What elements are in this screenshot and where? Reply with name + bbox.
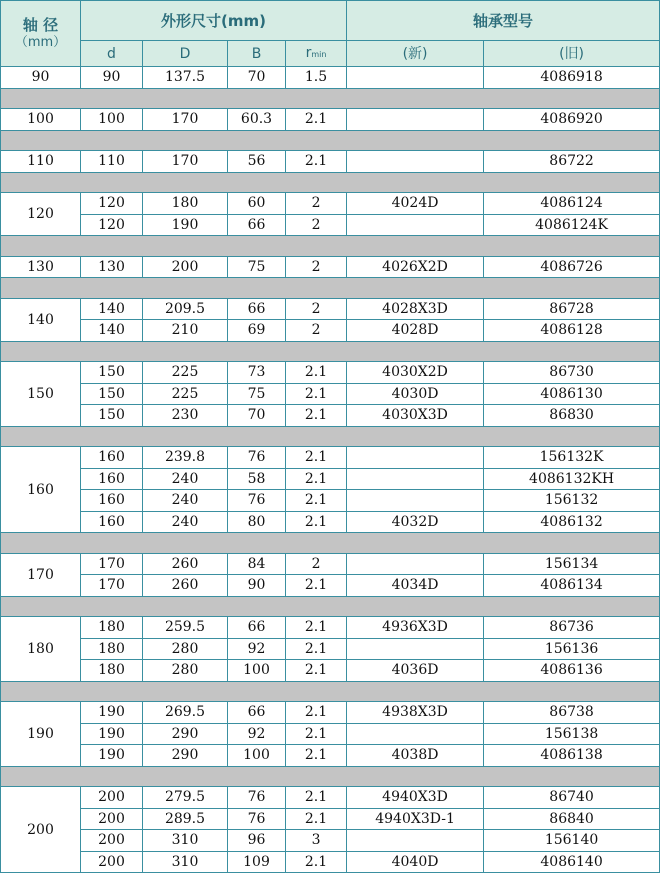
rmin-cell: 2: [286, 320, 347, 342]
D-cell: 260: [143, 553, 228, 575]
B-cell: 75: [228, 256, 286, 278]
new-model-cell: [347, 447, 484, 469]
old-model-cell: 86730: [484, 362, 660, 384]
new-model-cell: 4938X3D: [347, 702, 484, 724]
B-cell: 96: [228, 830, 286, 852]
d-cell: 140: [81, 298, 143, 320]
d-cell: 180: [81, 660, 143, 682]
D-cell: 310: [143, 851, 228, 873]
D-cell: 290: [143, 723, 228, 745]
table-row: [1, 67, 660, 89]
table-row: [1, 511, 660, 533]
old-model-cell: 86840: [484, 808, 660, 830]
col-old-header: (旧): [484, 41, 660, 67]
table-row: [1, 702, 660, 724]
table-row: [1, 490, 660, 512]
old-model-cell: 4086140: [484, 851, 660, 873]
old-model-cell: 4086136: [484, 660, 660, 682]
shaft-diameter-cell: 170: [1, 553, 81, 596]
new-model-cell: [347, 67, 484, 89]
d-cell: 190: [81, 723, 143, 745]
group-separator: [1, 533, 660, 554]
separator-cell: [1, 341, 660, 362]
old-model-cell: 4086132KH: [484, 468, 660, 490]
d-cell: 130: [81, 256, 143, 278]
group-separator: [1, 596, 660, 617]
old-model-cell: 4086920: [484, 109, 660, 131]
D-cell: 230: [143, 405, 228, 427]
table-row: [1, 638, 660, 660]
group-separator: [1, 236, 660, 257]
old-model-cell: 4086130: [484, 383, 660, 405]
new-model-cell: 4024D: [347, 193, 484, 215]
table-body: [1, 67, 660, 873]
shaft-diameter-cell: 150: [1, 362, 81, 427]
D-cell: 240: [143, 490, 228, 512]
old-model-cell: 86722: [484, 151, 660, 173]
d-cell: 160: [81, 490, 143, 512]
d-cell: 120: [81, 214, 143, 236]
col-new-header: (新): [347, 41, 484, 67]
separator-cell: [1, 533, 660, 554]
shaft-diameter-header: [1, 1, 81, 67]
table-row: [1, 447, 660, 469]
table-row: [1, 193, 660, 215]
rmin-cell: 2.1: [286, 638, 347, 660]
new-model-cell: 4940X3D: [347, 787, 484, 809]
new-model-cell: 4036D: [347, 660, 484, 682]
table-row: [1, 298, 660, 320]
old-model-cell: 156136: [484, 638, 660, 660]
col-d-header: d: [81, 41, 143, 67]
shaft-diameter-cell: 90: [1, 67, 81, 89]
B-cell: 92: [228, 723, 286, 745]
group-separator: [1, 130, 660, 151]
D-cell: 269.5: [143, 702, 228, 724]
shaft-diameter-cell: 100: [1, 109, 81, 131]
rmin-cell: 2: [286, 298, 347, 320]
old-model-cell: 156138: [484, 723, 660, 745]
d-cell: 170: [81, 575, 143, 597]
rmin-cell: 2.1: [286, 851, 347, 873]
old-model-cell: 86830: [484, 405, 660, 427]
D-cell: 200: [143, 256, 228, 278]
old-model-cell: 4086134: [484, 575, 660, 597]
separator-cell: [1, 596, 660, 617]
rmin-cell: 2.1: [286, 511, 347, 533]
d-cell: 110: [81, 151, 143, 173]
rmin-cell: 2.1: [286, 787, 347, 809]
D-cell: 260: [143, 575, 228, 597]
B-cell: 66: [228, 298, 286, 320]
B-cell: 70: [228, 67, 286, 89]
dimensions-header: 外形尺寸(mm): [81, 1, 347, 41]
group-separator: [1, 341, 660, 362]
D-cell: 170: [143, 151, 228, 173]
D-cell: 225: [143, 383, 228, 405]
B-cell: 100: [228, 745, 286, 767]
rmin-cell: 2.1: [286, 490, 347, 512]
old-model-cell: 86728: [484, 298, 660, 320]
B-cell: 80: [228, 511, 286, 533]
old-model-cell: 156134: [484, 553, 660, 575]
new-model-cell: [347, 553, 484, 575]
shaft-diameter-cell: 140: [1, 298, 81, 341]
d-cell: 140: [81, 320, 143, 342]
B-cell: 76: [228, 447, 286, 469]
D-cell: 290: [143, 745, 228, 767]
col-r-label: r: [305, 44, 312, 61]
shaft-diameter-cell: 200: [1, 787, 81, 873]
rmin-cell: 2.1: [286, 617, 347, 639]
old-model-cell: 86736: [484, 617, 660, 639]
separator-cell: [1, 236, 660, 257]
rmin-cell: 3: [286, 830, 347, 852]
new-model-cell: 4030X3D: [347, 405, 484, 427]
table-row: [1, 214, 660, 236]
rmin-cell: 2.1: [286, 405, 347, 427]
old-model-cell: 4086124: [484, 193, 660, 215]
table-row: [1, 745, 660, 767]
bearing-model-header: 轴承型号: [347, 1, 660, 41]
d-cell: 200: [81, 830, 143, 852]
table-row: [1, 109, 660, 131]
group-separator: [1, 766, 660, 787]
rmin-cell: 2.1: [286, 575, 347, 597]
group-separator: [1, 172, 660, 193]
B-cell: 66: [228, 617, 286, 639]
d-cell: 160: [81, 468, 143, 490]
d-cell: 160: [81, 447, 143, 469]
D-cell: 210: [143, 320, 228, 342]
B-cell: 109: [228, 851, 286, 873]
D-cell: 280: [143, 660, 228, 682]
new-model-cell: 4034D: [347, 575, 484, 597]
old-model-cell: 4086726: [484, 256, 660, 278]
rmin-cell: 1.5: [286, 67, 347, 89]
rmin-cell: 2: [286, 214, 347, 236]
B-cell: 90: [228, 575, 286, 597]
B-cell: 56: [228, 151, 286, 173]
table-row: [1, 723, 660, 745]
d-cell: 120: [81, 193, 143, 215]
old-model-cell: 4086918: [484, 67, 660, 89]
new-model-cell: 4028D: [347, 320, 484, 342]
group-separator: [1, 681, 660, 702]
new-model-cell: 4940X3D-1: [347, 808, 484, 830]
D-cell: 137.5: [143, 67, 228, 89]
new-model-cell: 4030D: [347, 383, 484, 405]
rmin-cell: 2.1: [286, 151, 347, 173]
d-cell: 150: [81, 362, 143, 384]
rmin-cell: 2.1: [286, 660, 347, 682]
shaft-label: 轴 径: [22, 15, 59, 34]
new-model-cell: [347, 214, 484, 236]
old-model-cell: 4086138: [484, 745, 660, 767]
group-separator: [1, 426, 660, 447]
d-cell: 180: [81, 617, 143, 639]
rmin-cell: 2.1: [286, 383, 347, 405]
B-cell: 58: [228, 468, 286, 490]
table-row: [1, 787, 660, 809]
shaft-diameter-cell: 180: [1, 617, 81, 682]
separator-cell: [1, 278, 660, 299]
d-cell: 170: [81, 553, 143, 575]
separator-cell: [1, 426, 660, 447]
table-row: [1, 660, 660, 682]
D-cell: 289.5: [143, 808, 228, 830]
B-cell: 75: [228, 383, 286, 405]
rmin-cell: 2.1: [286, 468, 347, 490]
d-cell: 90: [81, 67, 143, 89]
separator-cell: [1, 88, 660, 109]
new-model-cell: [347, 638, 484, 660]
old-model-cell: 4086124K: [484, 214, 660, 236]
d-cell: 190: [81, 745, 143, 767]
shaft-diameter-cell: 190: [1, 702, 81, 767]
D-cell: 209.5: [143, 298, 228, 320]
B-cell: 73: [228, 362, 286, 384]
new-model-cell: [347, 151, 484, 173]
new-model-cell: 4038D: [347, 745, 484, 767]
separator-cell: [1, 681, 660, 702]
B-cell: 60.3: [228, 109, 286, 131]
new-model-cell: 4026X2D: [347, 256, 484, 278]
old-model-cell: 86738: [484, 702, 660, 724]
table-row: [1, 808, 660, 830]
group-separator: [1, 278, 660, 299]
D-cell: 239.8: [143, 447, 228, 469]
d-cell: 200: [81, 787, 143, 809]
B-cell: 92: [228, 638, 286, 660]
d-cell: 180: [81, 638, 143, 660]
B-cell: 100: [228, 660, 286, 682]
d-cell: 200: [81, 808, 143, 830]
col-rmin-header: [286, 41, 347, 67]
rmin-cell: 2.1: [286, 702, 347, 724]
old-model-cell: 86740: [484, 787, 660, 809]
table-row: [1, 851, 660, 873]
rmin-cell: 2.1: [286, 808, 347, 830]
table-row: [1, 553, 660, 575]
col-D-header: D: [143, 41, 228, 67]
table-row: [1, 830, 660, 852]
table-row: [1, 575, 660, 597]
group-separator: [1, 88, 660, 109]
D-cell: 310: [143, 830, 228, 852]
table-row: [1, 362, 660, 384]
d-cell: 190: [81, 702, 143, 724]
new-model-cell: 4030X2D: [347, 362, 484, 384]
new-model-cell: 4040D: [347, 851, 484, 873]
old-model-cell: 4086128: [484, 320, 660, 342]
B-cell: 60: [228, 193, 286, 215]
new-model-cell: [347, 723, 484, 745]
old-model-cell: 156140: [484, 830, 660, 852]
new-model-cell: [347, 468, 484, 490]
shaft-unit: （mm）: [14, 34, 67, 50]
d-cell: 150: [81, 405, 143, 427]
D-cell: 259.5: [143, 617, 228, 639]
shaft-diameter-cell: 130: [1, 256, 81, 278]
table-row: [1, 383, 660, 405]
D-cell: 279.5: [143, 787, 228, 809]
rmin-cell: 2.1: [286, 447, 347, 469]
shaft-diameter-cell: 120: [1, 193, 81, 236]
new-model-cell: 4032D: [347, 511, 484, 533]
B-cell: 76: [228, 808, 286, 830]
D-cell: 170: [143, 109, 228, 131]
rmin-cell: 2: [286, 553, 347, 575]
D-cell: 225: [143, 362, 228, 384]
D-cell: 280: [143, 638, 228, 660]
D-cell: 240: [143, 511, 228, 533]
old-model-cell: 4086132: [484, 511, 660, 533]
d-cell: 200: [81, 851, 143, 873]
separator-cell: [1, 172, 660, 193]
shaft-diameter-cell: 160: [1, 447, 81, 533]
shaft-diameter-cell: 110: [1, 151, 81, 173]
table-row: [1, 468, 660, 490]
old-model-cell: 156132K: [484, 447, 660, 469]
table-row: [1, 256, 660, 278]
new-model-cell: [347, 490, 484, 512]
B-cell: 76: [228, 490, 286, 512]
new-model-cell: 4936X3D: [347, 617, 484, 639]
table-row: [1, 617, 660, 639]
d-cell: 160: [81, 511, 143, 533]
rmin-cell: 2: [286, 193, 347, 215]
B-cell: 76: [228, 787, 286, 809]
rmin-cell: 2: [286, 256, 347, 278]
B-cell: 66: [228, 702, 286, 724]
rmin-cell: 2.1: [286, 723, 347, 745]
rmin-cell: 2.1: [286, 362, 347, 384]
table-row: [1, 405, 660, 427]
B-cell: 66: [228, 214, 286, 236]
table-row: [1, 151, 660, 173]
old-model-cell: 156132: [484, 490, 660, 512]
col-B-header: B: [228, 41, 286, 67]
d-cell: 150: [81, 383, 143, 405]
col-r-sub-label: min: [311, 49, 327, 59]
table-row: [1, 320, 660, 342]
d-cell: 100: [81, 109, 143, 131]
new-model-cell: [347, 109, 484, 131]
separator-cell: [1, 130, 660, 151]
new-model-cell: 4028X3D: [347, 298, 484, 320]
rmin-cell: 2.1: [286, 745, 347, 767]
rmin-cell: 2.1: [286, 109, 347, 131]
B-cell: 84: [228, 553, 286, 575]
D-cell: 180: [143, 193, 228, 215]
new-model-cell: [347, 830, 484, 852]
D-cell: 190: [143, 214, 228, 236]
B-cell: 70: [228, 405, 286, 427]
B-cell: 69: [228, 320, 286, 342]
D-cell: 240: [143, 468, 228, 490]
separator-cell: [1, 766, 660, 787]
